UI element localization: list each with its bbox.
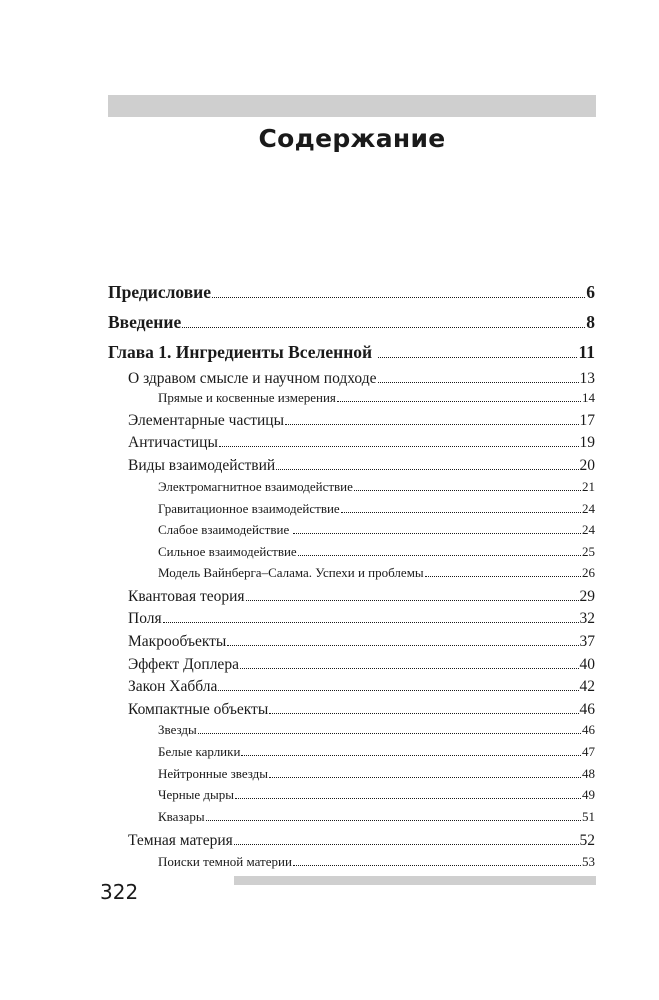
toc-entry-page: 8 [586, 312, 595, 332]
toc-dot-leader [293, 865, 581, 866]
toc-entry [128, 678, 595, 696]
toc-dot-leader [198, 733, 581, 734]
toc-entry [128, 610, 595, 628]
toc-dot-leader [285, 424, 578, 425]
toc-dot-leader [227, 645, 578, 646]
toc-entry [158, 787, 595, 803]
toc-entry-title: Глава 1. Ингредиенты Вселенной [108, 342, 377, 362]
toc-entry-page: 52 [579, 832, 595, 849]
toc-entry [158, 565, 595, 581]
toc-dot-leader [354, 490, 581, 491]
toc-entry [158, 809, 595, 825]
toc-entry-page: 47 [582, 744, 595, 759]
page-title: Содержание [258, 124, 446, 153]
toc-entry [158, 522, 595, 538]
toc-entry-page: 48 [582, 766, 595, 781]
toc-entry [128, 457, 595, 475]
toc-entry-page: 11 [578, 342, 595, 362]
toc-entry-title: Поля [128, 610, 162, 627]
toc-dot-leader [240, 668, 579, 669]
toc-entry-title: Гравитационное взаимодействие [158, 501, 340, 516]
toc-entry-page: 6 [586, 282, 595, 302]
toc-dot-leader [293, 533, 581, 534]
toc-entry [128, 588, 595, 606]
toc-entry-page: 49 [582, 787, 595, 802]
toc-entry-title: Введение [108, 312, 182, 332]
toc-dot-leader [298, 555, 581, 556]
toc-entry [158, 722, 595, 738]
toc-entry-title: Закон Хаббла [128, 678, 218, 695]
toc-entry-page: 14 [582, 390, 595, 405]
toc-dot-leader [269, 713, 578, 714]
toc-entry [108, 282, 595, 303]
toc-entry-page: 53 [582, 854, 595, 869]
toc-entry-title: Темная материя [128, 832, 233, 849]
toc-dot-leader [234, 844, 579, 845]
toc-entry-title: Квазары [158, 809, 205, 824]
toc-entry-title: Звезды [158, 722, 197, 737]
toc-entry-title: Прямые и косвенные измерения [158, 390, 336, 405]
toc-entry-title: Сильное взаимодействие [158, 544, 297, 559]
toc-dot-leader [337, 401, 581, 402]
toc-entry-title: Модель Вайнберга–Салама. Успехи и проблемы [158, 565, 424, 580]
toc-entry [158, 479, 595, 495]
toc-entry [128, 412, 595, 430]
toc-entry [128, 633, 595, 651]
toc-entry-page: 46 [579, 701, 595, 718]
toc-entry [158, 390, 595, 406]
toc-entry-title: Эффект Доплера [128, 656, 239, 673]
toc-dot-leader [378, 382, 579, 383]
toc-entry [108, 312, 595, 333]
toc-entry-title: Квантовая теория [128, 588, 245, 605]
toc-entry-page: 42 [579, 678, 595, 695]
toc-entry [128, 434, 595, 452]
toc-entry-title: Компактные объекты [128, 701, 269, 718]
toc-entry-page: 32 [579, 610, 595, 627]
header-bar [108, 95, 596, 117]
toc-entry-page: 24 [582, 522, 595, 537]
toc-entry-title: Предисловие [108, 282, 212, 302]
toc-entry-page: 40 [579, 656, 595, 673]
toc-entry-page: 21 [582, 479, 595, 494]
toc-entry-title: Слабое взаимодействие [158, 522, 293, 537]
toc-entry-title: Нейтронные звезды [158, 766, 268, 781]
toc-entry-page: 13 [579, 370, 595, 387]
toc-entry-title: Электромагнитное взаимодействие [158, 479, 353, 494]
toc-entry [128, 701, 595, 719]
toc-dot-leader [212, 297, 585, 298]
toc-entry [128, 656, 595, 674]
toc-dot-leader [206, 820, 581, 821]
toc-entry-page: 19 [579, 434, 595, 451]
toc-entry [158, 766, 595, 782]
toc-entry-page: 24 [582, 501, 595, 516]
toc-entry [108, 342, 595, 363]
toc-dot-leader [182, 327, 585, 328]
toc-entry-title: Макрообъекты [128, 633, 227, 650]
toc-entry-page: 25 [582, 544, 595, 559]
toc-entry [158, 854, 595, 870]
toc-dot-leader [241, 755, 581, 756]
toc-dot-leader [246, 600, 579, 601]
page-number: 322 [100, 880, 139, 904]
toc-entry-page: 51 [582, 809, 595, 824]
toc-dot-leader [235, 798, 581, 799]
toc-dot-leader [276, 469, 578, 470]
footer-bar [234, 876, 596, 885]
toc-entry-page: 20 [579, 457, 595, 474]
toc-dot-leader [218, 690, 578, 691]
toc-entry-title: Виды взаимодействий [128, 457, 276, 474]
toc-entry [128, 832, 595, 850]
toc-dot-leader [341, 512, 581, 513]
toc-dot-leader [425, 576, 581, 577]
toc-entry-title: Черные дыры [158, 787, 235, 802]
toc-dot-leader [163, 622, 579, 623]
toc-entry-title: Античастицы [128, 434, 218, 451]
toc-entry [158, 501, 595, 517]
toc-entry [158, 544, 595, 560]
toc-dot-leader [378, 357, 578, 358]
toc-entry-title: О здравом смысле и научном подходе [128, 370, 377, 387]
toc-entry-page: 26 [582, 565, 595, 580]
toc-entry-page: 37 [579, 633, 595, 650]
toc-entry-title: Поиски темной материи [158, 854, 292, 869]
toc-entry-page: 17 [579, 412, 595, 429]
toc-dot-leader [269, 777, 581, 778]
toc-entry [128, 370, 595, 388]
toc-entry-page: 46 [582, 722, 595, 737]
toc-entry-page: 29 [579, 588, 595, 605]
toc-entry-title: Элементарные частицы [128, 412, 285, 429]
toc-entry-title: Белые карлики [158, 744, 241, 759]
toc-entry [158, 744, 595, 760]
toc-dot-leader [219, 446, 579, 447]
